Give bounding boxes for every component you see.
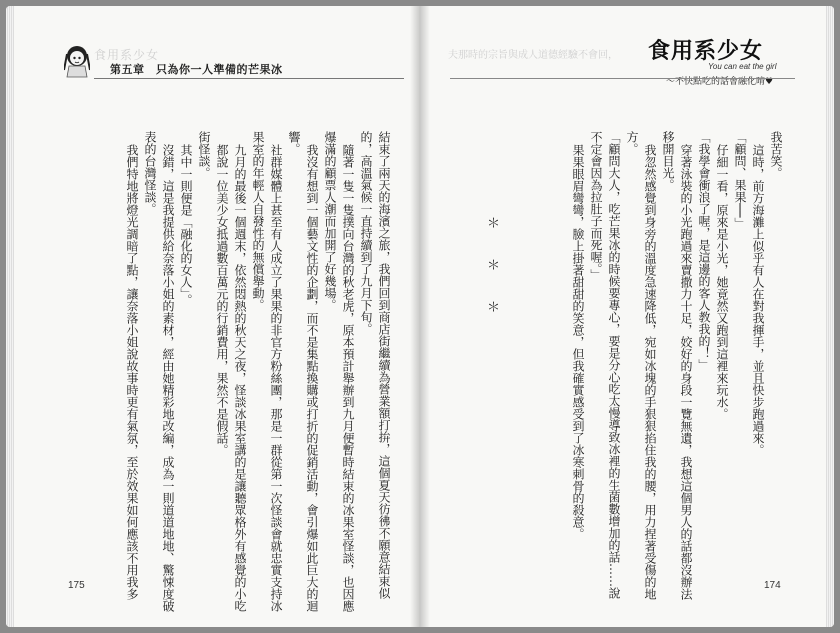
header-rule: [94, 78, 404, 79]
book-logo: [648, 34, 798, 96]
header-ghost-text: 夫那時的宗旨與成人道德經驗不會回，: [448, 50, 618, 61]
header-ghost-text: 食用系少女: [94, 48, 160, 62]
text-column: 果果眼眉彎彎，臉上掛著甜甜的笑意，但我確實感受到了冰寒刺骨的殺意。: [571, 144, 585, 540]
text-column: 「顧問大人，吃芒果冰的時候要專心，要是分心吃太慢導致冰裡的生菌數增加的話……說: [607, 131, 621, 599]
text-column: 爆滿的顧票人潮而加開了好幾場。: [323, 131, 337, 311]
left-page: [6, 6, 420, 627]
section-separator: ＊ ＊ ＊: [484, 216, 499, 321]
text-column: 果室的年輕人自發性的無償舉動。: [251, 131, 265, 311]
text-column: 其中一則便是「融化的女人」。: [179, 144, 193, 306]
logo-title: 食用系少女: [648, 38, 764, 64]
text-column: 這時，前方海灘上似乎有人在對我揮手，並且快步跑過來。: [751, 144, 765, 456]
text-column: 響。: [287, 131, 301, 155]
text-column: 「我學會衝浪了喔，是這邊的客人教我的！」: [697, 131, 711, 371]
text-column: 表的台灣怪談。: [143, 131, 157, 215]
logo-english: You can eat the girl: [708, 62, 777, 71]
text-column: 穿著泳裝的小光跑過來賣撒力十足，姣好的身段一覽無遺，我想這個男人的話都沒辦法: [679, 144, 693, 600]
chapter-title: 第五章 只為你一人準備的芒果冰: [110, 63, 283, 76]
running-header-left: [64, 44, 364, 84]
text-column: 街怪談。: [197, 131, 211, 179]
text-column: 仔細一看，原來是小光，她竟然又跑到這裡來玩水。: [715, 144, 729, 420]
text-column: 移開目光。: [661, 131, 675, 191]
open-book: [6, 6, 834, 627]
text-column: 我們特地將燈光調暗了點，讓奈落小姐說故事時更有氣氛，至於效果如何應該不用我多: [125, 144, 139, 600]
right-page: [420, 6, 834, 627]
text-column: 不定會因為拉肚子而死喔。」: [589, 131, 603, 281]
logo-subtitle: 〜不快點吃的話會融化唷♥: [666, 77, 774, 87]
text-column: 我苦笑。: [769, 131, 783, 179]
text-column: 社群媒體上甚至有人成立了果果的非官方粉絲團，那是一群從第一次怪談會就忠實支持冰: [269, 144, 283, 612]
page-number-right: 174: [764, 580, 781, 591]
text-column: 隨著一隻一隻撲向台灣的秋老虎，原本預計舉辦到九月便暫時結束的冰果室怪談，也因應: [341, 144, 355, 612]
chibi-girl-icon: [64, 44, 90, 78]
text-column: 結束了兩天的海濱之旅，我們回到商店街繼續為營業額打拚，這個夏天彷彿不願意結束似: [377, 131, 391, 599]
page-edges-left: [6, 6, 14, 627]
text-column: 都說一位美少女抵過數百萬元的行銷費用，果然不是假話。: [215, 144, 229, 456]
book-gutter: [410, 6, 430, 627]
text-column: 我忽然感覺到身旁的溫度急速降低，宛如冰塊的手狠狠掐住我的腰，用力捏著受傷的地: [643, 144, 657, 600]
text-column: 九月的最後一個週末，依然悶熱的秋天之夜，怪談冰果室講的是讓聽眾格外有感覺的小吃: [233, 144, 247, 612]
page-edges-right: [826, 6, 834, 627]
header-rule: [450, 78, 795, 79]
text-column: 「顧問、果果──」: [733, 131, 747, 230]
page-number-left: 175: [68, 580, 85, 591]
text-column: 我沒有想到一個藝文性的企劃，而不是集點換購或打折的促銷活動，會引爆如此巨大的迴: [305, 144, 319, 612]
text-column: 方。: [625, 131, 639, 155]
text-column: 的，高溫氣候一直持續到了九月下旬。: [359, 131, 373, 335]
text-column: 沒錯，這是我提供給奈落小姐的素材，經由她精彩地改編，成為一則道道地地、驚悚度破: [161, 144, 175, 612]
